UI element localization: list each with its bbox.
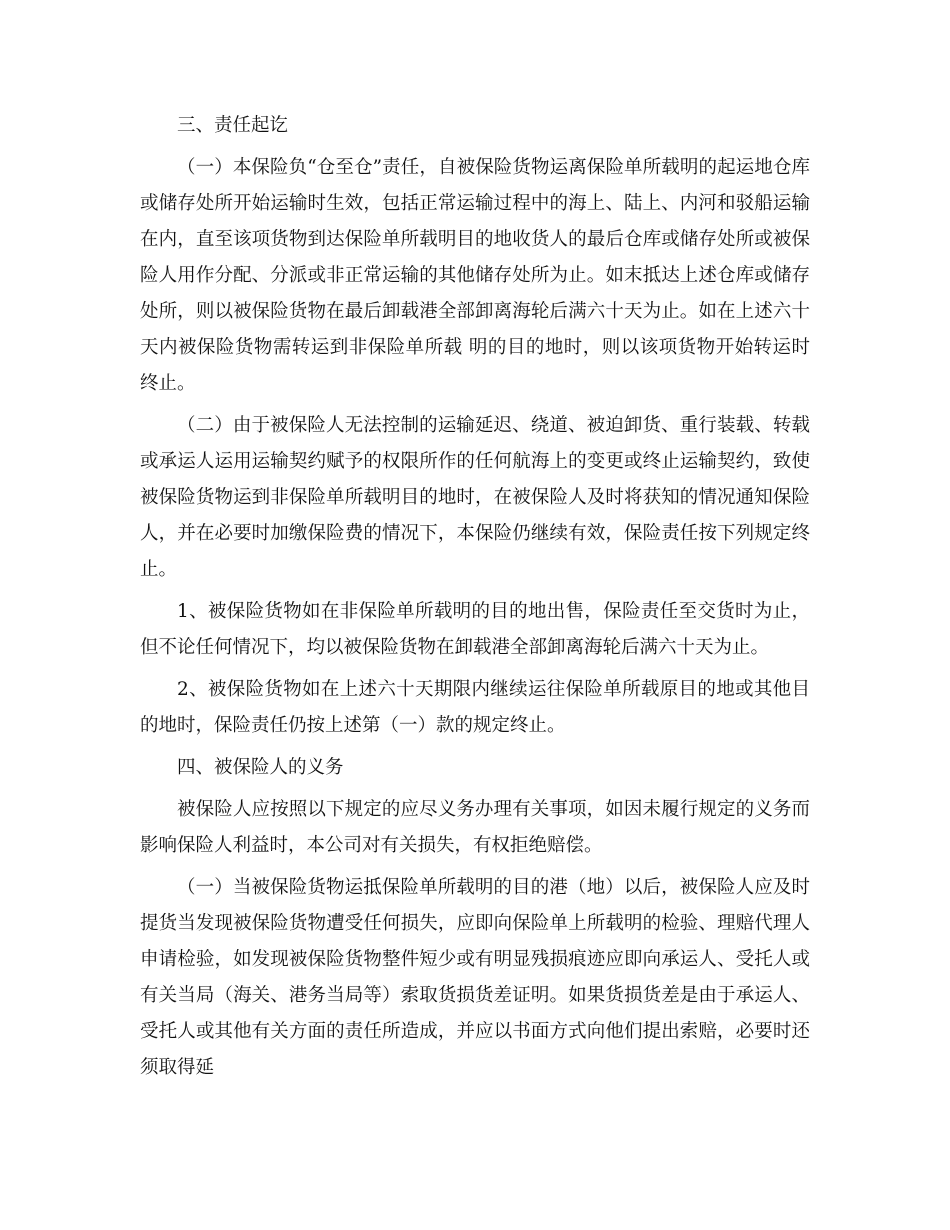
paragraph: （一）当被保险货物运抵保险单所载明的目的港（地）以后，被保险人应及时提货当发现被保险货物遭受任何损失，应即向保险单上所载明的检验、理赔代理人申请检验，如发现被保险货物整件短少或有明显残损痕迹应即向承运人、受托人或有关当局（海关、港务当局等）索取货损货差证明。如果货损货差是由于承运人、受托人或其他有关方面的责任所造成，并应以书面方式向他们提出索赔，必要时还须取得延 [140, 877, 810, 1078]
paragraph: 2、被保险货物如在上述六十天期限内继续运往保险单所载原目的地或其他目的地时，保险责任仍按上述第（一）款的规定终止。 [140, 679, 810, 736]
section-heading-3: 三、责任起讫 [177, 115, 289, 136]
paragraph: （一）本保险负“仓至仓”责任，自被保险货物运离保险单所载明的起运地仓库或储存处所开始运输时生效，包括正常运输过程中的海上、陆上、内河和驳船运输在内，直至该项货物到达保险单所载明目的地收货人的最后仓库或储存处所或被保险人用作分配、分派或非正常运输的其他储存处所为止。如末抵达上述仓库或储存处所，则以被保险货物在最后卸载港全部卸离海轮后满六十天为止。如在上述六十天内被保险货物需转运到非保险单所载 明的目的地时，则以该项货物开始转运时终止。 [140, 157, 810, 394]
section-heading-4: 四、被保险人的义务 [177, 757, 344, 778]
paragraph: 1、被保险货物如在非保险单所载明的目的地出售，保险责任至交货时为止，但不论任何情况下，均以被保险货物在卸载港全部卸离海轮后满六十天为止。 [140, 601, 810, 658]
document-body [140, 108, 810, 1092]
paragraph: （二）由于被保险人无法控制的运输延迟、绕道、被迫卸货、重行装载、转载或承运人运用运输契约赋予的权限所作的任何航海上的变更或终止运输契约，致使被保险货物运到非保险单所载明目的地时，在被保险人及时将获知的情况通知保险人，并在必要时加缴保险费的情况下，本保险仍继续有效，保险责任按下列规定终止。 [140, 415, 810, 580]
paragraph: 被保险人应按照以下规定的应尽义务办理有关事项，如因未履行规定的义务而影响保险人利益时，本公司对有关损失，有权拒绝赔偿。 [140, 799, 810, 856]
